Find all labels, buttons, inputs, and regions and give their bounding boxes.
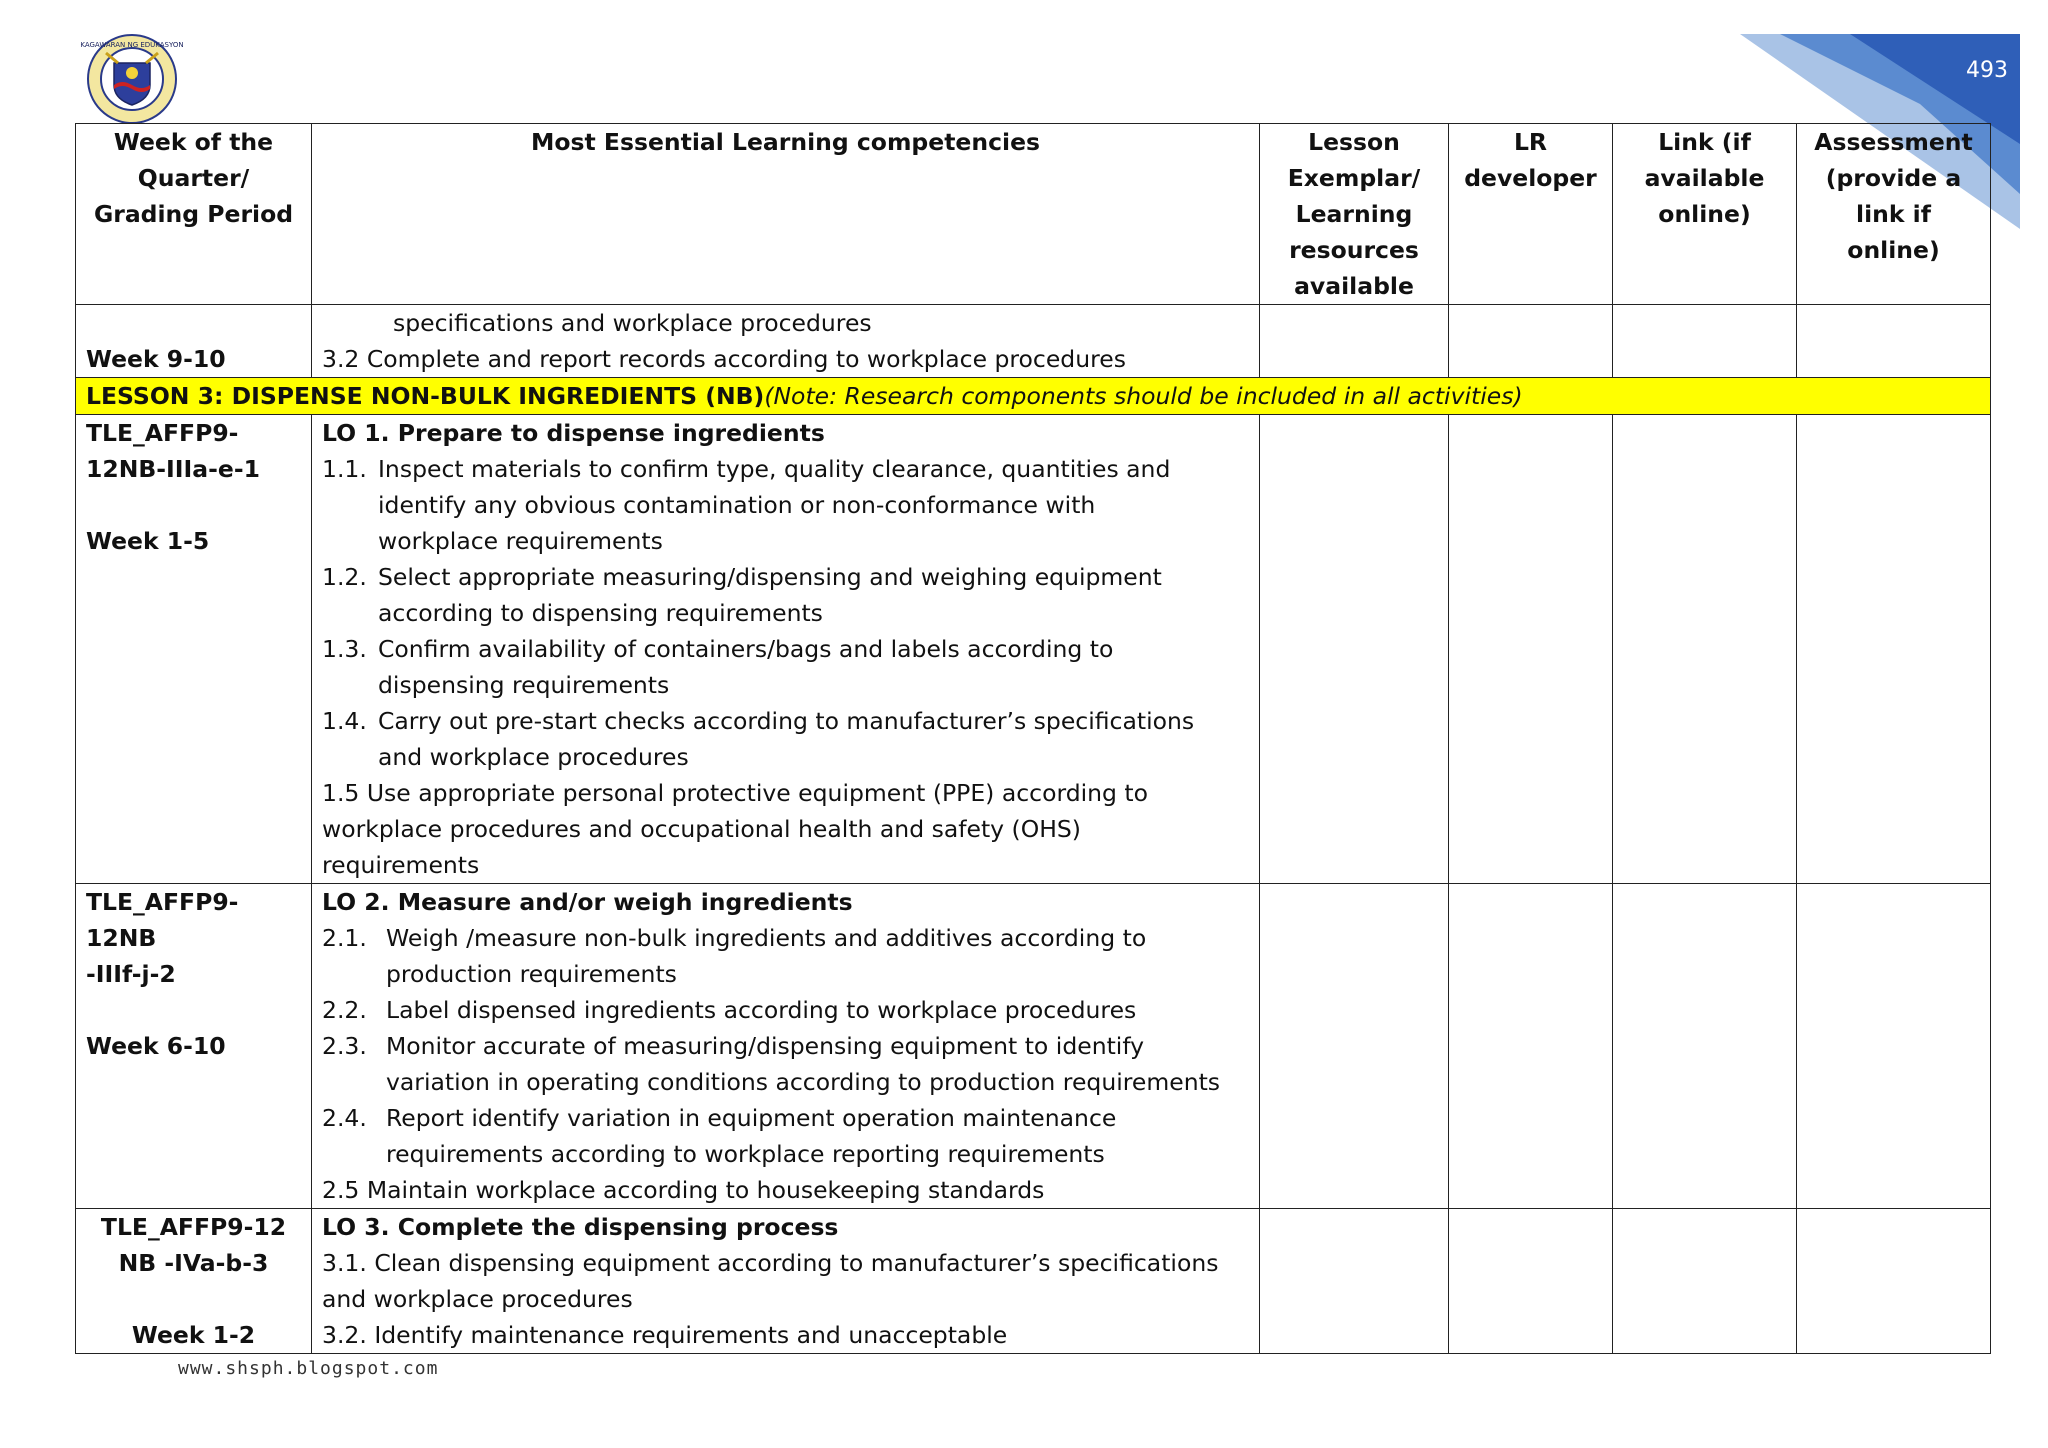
table-row [76,305,1991,378]
deped-seal-icon [80,33,184,125]
week-label: Week 9-10 [86,345,226,373]
lo-code: TLE_AFFP9-12NB [86,888,239,952]
lesson-title-cell [76,378,1991,415]
table-row [76,884,1991,1209]
table-header-row [76,124,1991,305]
header-assessment: Assessment (provide a link if online) [1797,124,1991,305]
week-label: Week 1-2 [131,1321,256,1349]
svg-text:KAGAWARAN NG EDUKASYON: KAGAWARAN NG EDUKASYON [80,41,184,49]
week-cell [76,884,312,1209]
list-item: 2.4. Report identify variation in equipment operation maintenance requirements according to workplace reporting requirements [322,1104,1117,1168]
week-label: Week 6-10 [86,1032,226,1060]
header-lr-developer: LR developer [1449,124,1613,305]
competency-line: requirements [322,851,480,879]
competency-cell [312,415,1260,884]
competency-line: 1.5 Use appropriate personal protective equipment (PPE) according to [322,779,1149,807]
lesson-title: LESSON 3: DISPENSE NON-BULK INGREDIENTS (NB) [86,382,765,410]
competency-line: 3.1. Clean dispensing equipment according to manufacturer’s specifications [322,1249,1219,1277]
list-item: 2.2. Label dispensed ingredients according to workplace procedures [322,996,1137,1024]
lo-code: NB -IVa-b-3 [118,1249,269,1277]
lo-code: 12NB-IIIa-e-1 [86,455,260,483]
lo-code: TLE_AFFP9- [86,419,239,447]
table-row [76,415,1991,884]
lo-code: TLE_AFFP9-12 [100,1213,287,1241]
footer-url: www.shsph.blogspot.com [178,1358,439,1379]
lesson-title-row [76,378,1991,415]
week-cell [76,1209,312,1354]
lo-code: -IIIf-j-2 [86,960,176,988]
list-item: 1.3. Confirm availability of containers/bags and labels according to dispensing requirements [322,635,1114,699]
competency-line: specifications and workplace procedures [393,309,872,337]
list-item: 2.3. Monitor accurate of measuring/dispensing equipment to identify variation in operating conditions according to production requirements [322,1032,1221,1096]
curriculum-table [75,123,1991,1354]
header-lesson-exemplar: Lesson Exemplar/ Learning resources available [1260,124,1449,305]
header-melc: Most Essential Learning competencies [312,124,1260,305]
competency-line: 2.5 Maintain workplace according to housekeeping standards [322,1176,1045,1204]
competency-cell [312,1209,1260,1354]
page-number: 493 [1966,58,2008,83]
competency-line: 3.2 Complete and report records according to workplace procedures [322,345,1126,373]
list-item: 1.2. Select appropriate measuring/dispensing and weighing equipment according to dispensing requirements [322,563,1162,627]
lo-title: LO 1. Prepare to dispense ingredients [322,419,825,447]
header-week: Week of the Quarter/ Grading Period [76,124,312,305]
list-item: 2.1. Weigh /measure non-bulk ingredients and additives according to production requirements [322,924,1147,988]
table-row [76,1209,1991,1354]
competency-line: workplace procedures and occupational health and safety (OHS) [322,815,1081,843]
lo-title: LO 3. Complete the dispensing process [322,1213,839,1241]
lesson-note: (Note: Research components should be included in all activities) [764,382,1523,410]
header-link: Link (if available online) [1613,124,1797,305]
week-cell [76,305,312,378]
competency-line: and workplace procedures [322,1285,633,1313]
week-label: Week 1-5 [86,527,210,555]
competency-line: 3.2. Identify maintenance requirements and unacceptable [322,1321,1008,1349]
list-item: 1.4. Carry out pre-start checks according to manufacturer’s specifications and workplace procedures [322,707,1195,771]
list-item: 1.1. Inspect materials to confirm type, quality clearance, quantities and identify any obvious contamination or non-conformance with workplace requirements [322,455,1171,555]
competency-cell [312,884,1260,1209]
lo-title: LO 2. Measure and/or weigh ingredients [322,888,853,916]
competency-cell [312,305,1260,378]
week-cell [76,415,312,884]
